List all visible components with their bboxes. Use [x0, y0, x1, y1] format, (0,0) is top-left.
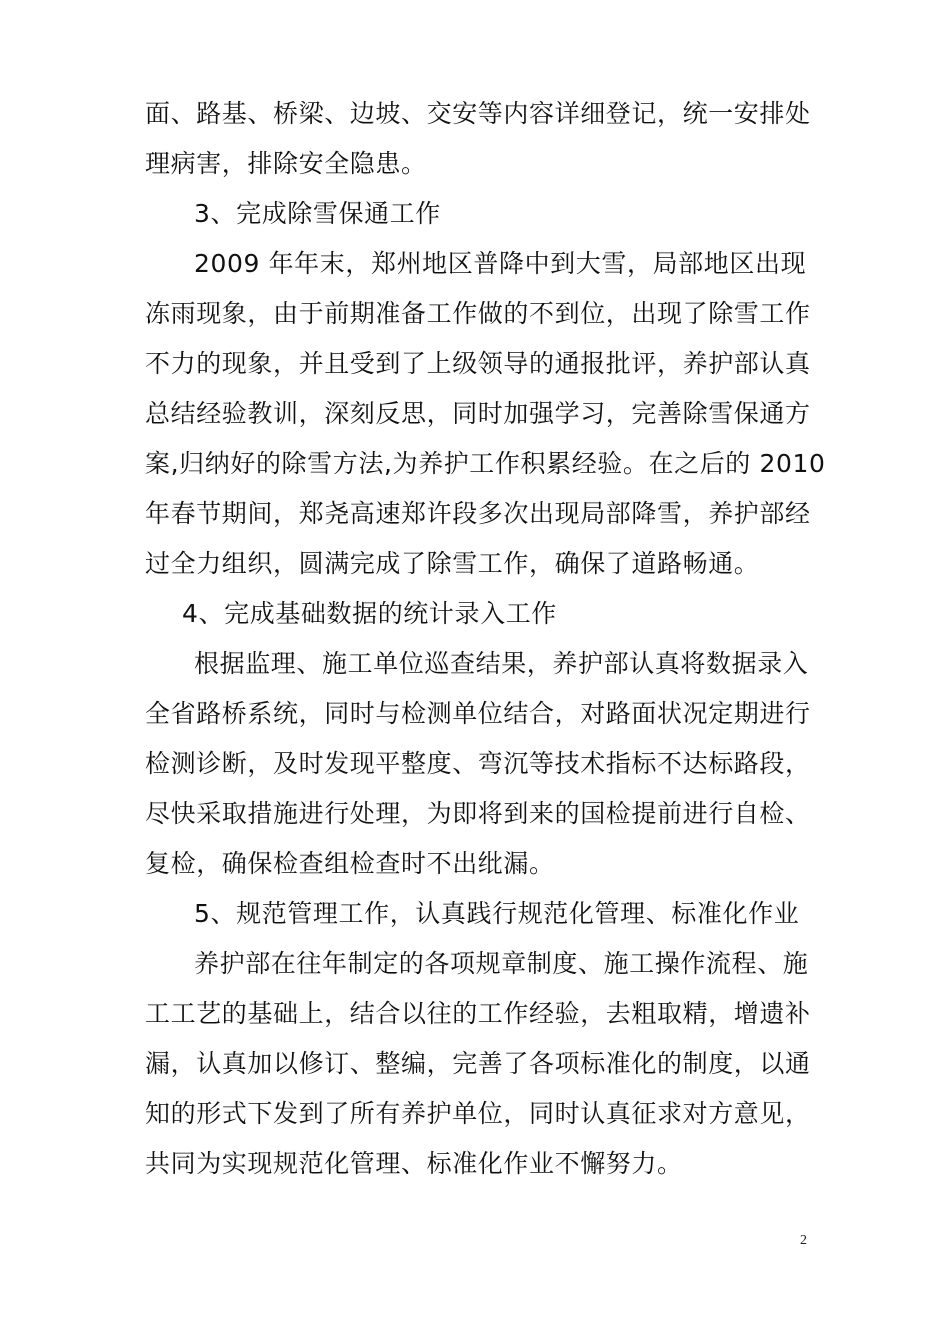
body-text-line: 检测诊断，及时发现平整度、弯沉等技术指标不达标路段， — [145, 749, 811, 778]
body-text-line: 总结经验教训，深刻反思，同时加强学习，完善除雪保通方 — [145, 399, 811, 428]
body-text-line: 全省路桥系统，同时与检测单位结合，对路面状况定期进行 — [145, 699, 811, 728]
body-text-line: 过全力组织，圆满完成了除雪工作，确保了道路畅通。 — [145, 549, 760, 578]
body-text-line: 理病害，排除安全隐患。 — [145, 149, 427, 178]
body-text-line: 工工艺的基础上，结合以往的工作经验，去粗取精，增遗补 — [145, 999, 811, 1028]
body-text-line: 冻雨现象，由于前期准备工作做的不到位，出现了除雪工作 — [145, 299, 811, 328]
section-heading-5: 5、规范管理工作，认真践行规范化管理、标准化作业 — [194, 899, 800, 928]
body-text-line: 漏，认真加以修订、整编，完善了各项标准化的制度，以通 — [145, 1049, 811, 1078]
body-text-line: 年春节期间，郑尧高速郑许段多次出现局部降雪，养护部经 — [145, 499, 811, 528]
body-text-line: 复检，确保检查组检查时不出纰漏。 — [145, 849, 555, 878]
body-text-line: 共同为实现规范化管理、标准化作业不懈努力。 — [145, 1149, 683, 1178]
page-number: 2 — [800, 1233, 807, 1248]
body-text-line: 面、路基、桥梁、边坡、交安等内容详细登记，统一安排处 — [145, 99, 811, 128]
section-heading-3: 3、完成除雪保通工作 — [194, 199, 441, 228]
body-text-line: 知的形式下发到了所有养护单位，同时认真征求对方意见， — [145, 1099, 811, 1128]
body-text-line: 不力的现象，并且受到了上级领导的通报批评，养护部认真 — [145, 349, 811, 378]
body-text-line: 养护部在往年制定的各项规章制度、施工操作流程、施 — [194, 949, 809, 978]
body-text-line: 案,归纳好的除雪方法,为养护工作积累经验。在之后的 2010 — [145, 449, 826, 478]
body-text-line: 根据监理、施工单位巡查结果，养护部认真将数据录入 — [194, 649, 809, 678]
body-text-line: 2009 年年末，郑州地区普降中到大雪，局部地区出现 — [194, 249, 807, 278]
body-text-line: 尽快采取措施进行处理，为即将到来的国检提前进行自检、 — [145, 799, 811, 828]
section-heading-4: 4、完成基础数据的统计录入工作 — [182, 599, 557, 628]
